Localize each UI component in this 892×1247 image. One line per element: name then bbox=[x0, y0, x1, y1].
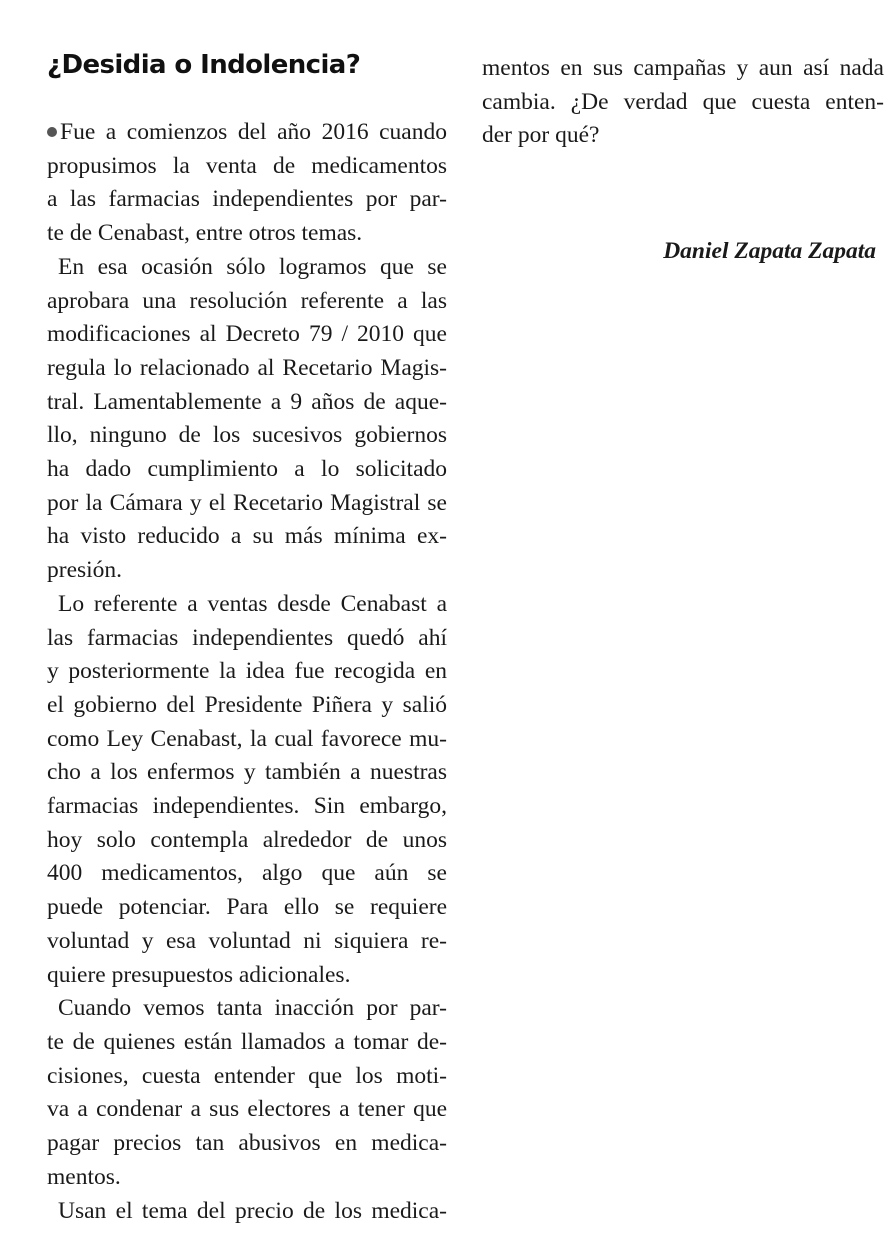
text-line-content: Cuando vemos tanta inacción por par- bbox=[58, 995, 447, 1022]
text-line-content: llo, ninguno de los sucesivos gobiernos bbox=[47, 422, 447, 449]
text-line-content: cambia. ¿De verdad que cuesta enten- bbox=[482, 88, 884, 115]
text-line-content: cisiones, cuesta entender que los moti- bbox=[47, 1062, 447, 1089]
text-line bbox=[47, 891, 447, 925]
text-line-content: y posteriormente la idea fue recogida en bbox=[47, 658, 447, 685]
text-line bbox=[47, 756, 447, 790]
text-line-content: cho a los enfermos y también a nuestras bbox=[47, 759, 447, 786]
text-line-content: por la Cámara y el Recetario Magistral se bbox=[47, 489, 447, 516]
text-line-content: como Ley Cenabast, la cual favorece mu- bbox=[47, 725, 447, 752]
text-line bbox=[47, 622, 447, 656]
text-line-content: farmacias independientes. Sin embargo, bbox=[47, 793, 447, 820]
author-signature: Daniel Zapata Zapata bbox=[663, 238, 876, 264]
text-line bbox=[47, 1060, 447, 1094]
text-line bbox=[47, 689, 447, 723]
text-line bbox=[47, 116, 447, 150]
text-line bbox=[47, 386, 447, 420]
text-line-content: Lo referente a ventas desde Cenabast a bbox=[58, 590, 447, 617]
text-line-content: regula lo relacionado al Recetario Magis- bbox=[47, 354, 447, 381]
text-line-content: En esa ocasión sólo logramos que se bbox=[58, 253, 447, 280]
left-column-body bbox=[47, 116, 447, 1228]
text-line-content: ha dado cumplimiento a lo solicitado bbox=[47, 456, 447, 483]
text-line bbox=[482, 52, 884, 86]
text-line bbox=[47, 1026, 447, 1060]
text-line-content: ha visto reducido a su más mínima ex- bbox=[47, 523, 447, 550]
text-line bbox=[47, 1127, 447, 1161]
right-column-body bbox=[482, 52, 884, 153]
text-line-content: te de quienes están llamados a tomar de- bbox=[47, 1028, 447, 1055]
article-title: ¿Desidia o Indolencia? bbox=[47, 50, 361, 80]
text-line bbox=[47, 352, 447, 386]
text-line-content: las farmacias independientes quedó ahí bbox=[47, 624, 447, 651]
text-line-content: aprobara una resolución referente a las bbox=[47, 287, 447, 314]
text-line-content: va a condenar a sus electores a tener que bbox=[47, 1096, 447, 1123]
text-line bbox=[47, 453, 447, 487]
text-line-content: voluntad y esa voluntad ni siquiera re- bbox=[47, 927, 447, 954]
text-line bbox=[47, 1161, 447, 1195]
text-line bbox=[47, 487, 447, 521]
text-line bbox=[47, 217, 447, 251]
text-line bbox=[47, 790, 447, 824]
text-line-content: Fue a comienzos del año 2016 cuando bbox=[60, 119, 447, 145]
text-line-content: tral. Lamentablemente a 9 años de aque- bbox=[47, 388, 447, 415]
text-line bbox=[47, 992, 447, 1026]
text-line bbox=[47, 150, 447, 184]
text-line bbox=[47, 554, 447, 588]
text-line-content: te de Cenabast, entre otros temas. bbox=[47, 220, 363, 247]
text-line bbox=[482, 86, 884, 120]
text-line bbox=[47, 824, 447, 858]
text-line bbox=[47, 183, 447, 217]
text-line bbox=[47, 520, 447, 554]
text-line-content: 400 medicamentos, algo que aún se bbox=[47, 860, 447, 887]
text-line-content: der por qué? bbox=[482, 122, 600, 149]
text-line-content: a las farmacias independientes por par- bbox=[47, 186, 447, 213]
text-line bbox=[47, 925, 447, 959]
text-line-content: Usan el tema del precio de los medica- bbox=[58, 1197, 447, 1224]
text-line bbox=[47, 1195, 447, 1229]
text-line bbox=[47, 723, 447, 757]
right-column bbox=[482, 52, 884, 264]
text-line-content: pagar precios tan abusivos en medica- bbox=[47, 1130, 447, 1157]
text-line bbox=[482, 119, 884, 153]
text-line-content: modificaciones al Decreto 79 / 2010 que bbox=[47, 321, 447, 348]
bullet-icon bbox=[47, 127, 57, 137]
text-line bbox=[47, 655, 447, 689]
text-line bbox=[47, 959, 447, 993]
text-line-content: mentos. bbox=[47, 1163, 121, 1190]
text-line bbox=[47, 1093, 447, 1127]
text-line-content: mentos en sus campañas y aun así nada bbox=[482, 55, 884, 81]
text-line-content: presión. bbox=[47, 557, 123, 584]
text-line bbox=[47, 251, 447, 285]
text-line-content: puede potenciar. Para ello se requiere bbox=[47, 894, 447, 921]
text-line bbox=[47, 588, 447, 622]
text-line bbox=[47, 857, 447, 891]
text-line bbox=[47, 318, 447, 352]
text-line bbox=[47, 285, 447, 319]
text-line-content: quiere presupuestos adicionales. bbox=[47, 961, 351, 988]
text-line bbox=[47, 419, 447, 453]
text-line-content: el gobierno del Presidente Piñera y salió bbox=[47, 691, 447, 718]
text-line-content: hoy solo contempla alrededor de unos bbox=[47, 826, 447, 853]
text-line-content: propusimos la venta de medicamentos bbox=[47, 152, 447, 179]
